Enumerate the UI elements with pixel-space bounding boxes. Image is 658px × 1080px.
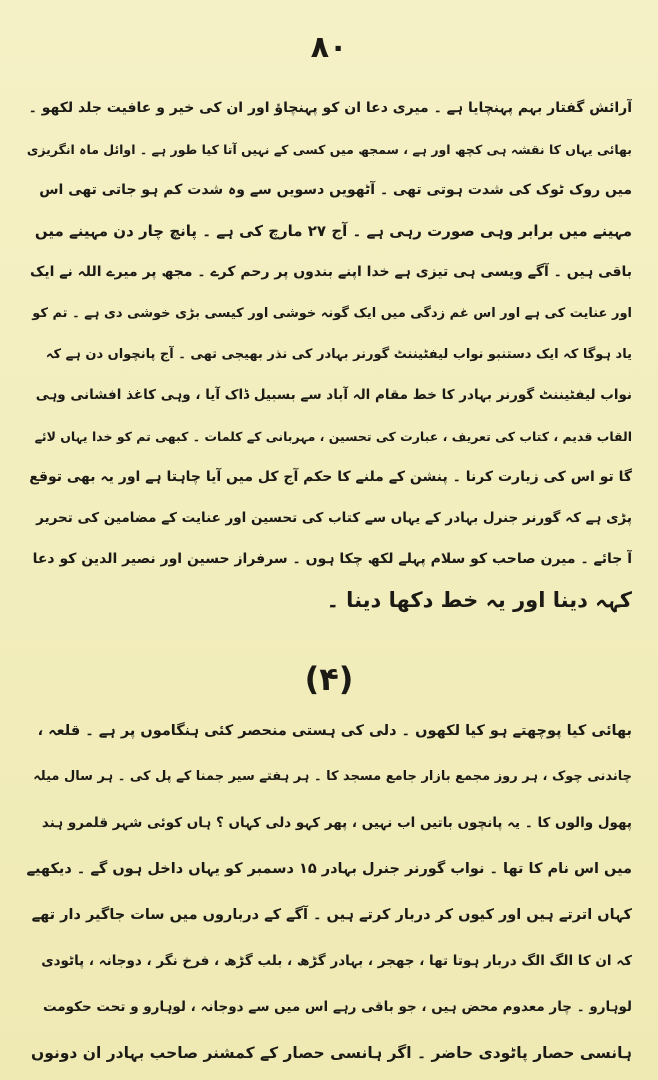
paragraph-1 (26, 88, 632, 621)
text-line: باقی ہیں ۔ آگے ویسی ہی تیزی ہے خدا اپنے بندوں پر رحم کرے ۔ مجھ پر میرے اللہ نے ایک (29, 264, 632, 280)
paragraph-2 (26, 708, 632, 1076)
text-line: میں روک ٹوک کی شدت ہوتی تھی ۔ آٹھویں دسویں سے وہ شدت کم ہو جاتی تھی اس (39, 182, 632, 198)
text-line: مہینے میں برابر وہی صورت رہی ہے ۔ آج ۲۷ مارچ کی ہے ۔ پانچ چار دن مہینے میں (34, 222, 632, 240)
text-line: ہانسی حصار پاٹودی حاضر ۔ اگر ہانسی حصار کے کمشنر صاحب بہادر ان دونوں (31, 1044, 632, 1062)
text-line: القاب قدیم ، کتاب کی تعریف ، عبارت کی تحسین ، مہربانی کے کلمات ۔ کبھی تم کو خدا یہاں لائے (34, 429, 632, 444)
text-line: یاد ہوگا کہ ایک دستنبو نواب لیفٹیننٹ گورنر بہادر کی نذر بھیجی تھی ۔ آج پانچواں دن ہے کہ (45, 347, 632, 362)
text-line: گا تو اس کی زیارت کرنا ۔ پنشن کے ملنے کا حکم آج کل میں آیا چاہتا ہے اور یہ بھی توقع (29, 469, 632, 485)
text-line: بھائی یہاں کا نقشہ ہی کچھ اور ہے ، سمجھ میں کسی کے نہیں آتا کیا طور ہے ۔ اوائل ماہ انگریزی (26, 142, 632, 157)
text-line: چاندنی چوک ، ہر روز مجمع بازار جامع مسجد کا ۔ ہر ہفتے سیر جمنا کے پل کی ۔ ہر سال میلہ (33, 769, 632, 784)
text-line: پھول والوں کا ۔ یہ پانچوں باتیں اب نہیں ، پھر کہو دلی کہاں ؟ ہاں کوئی شہر قلمرو ہند (41, 815, 632, 831)
text-line: آرائش گفتار بہم پہنچایا ہے ۔ میری دعا ان کو پہنچاؤ اور ان کی خیر و عافیت جلد لکھو ۔ (28, 100, 632, 116)
text-line: میں اس نام کا تھا ۔ نواب گورنر جنرل بہادر ۱۵ دسمبر کو یہاں داخل ہوں گے ۔ دیکھیے (26, 861, 632, 877)
text-line: لوہارو ۔ چار معدوم محض ہیں ، جو باقی رہے اس میں سے دوجانہ ، لوہارو و تحت حکومت (43, 999, 632, 1015)
text-line: پڑی ہے کہ گورنر جنرل بہادر کے یہاں سے کتاب کی تحسین اور عنایت کے مضامین کی تحریر (36, 510, 632, 526)
text-line: بھائی کیا پوچھتے ہو کیا لکھوں ۔ دلی کی ہستی منحصر کئی ہنگاموں پر ہے ۔ قلعہ ، (37, 723, 632, 739)
letter-number: (۴) (304, 660, 354, 698)
text-line: کہہ دینا اور یہ خط دکھا دینا ۔ (326, 588, 632, 612)
text-line: کہ ان کا الگ الگ دربار ہوتا تھا ، جھجر ، بہادر گڑھ ، بلب گڑھ ، فرخ نگر ، دوجانہ ، پاٹودی (41, 953, 632, 969)
text-line: نواب لیفٹیننٹ گورنر بہادر کا خط مقام الہ آباد سے بسبیل ڈاک آیا ، وہی کاغذ افشانی وہی (35, 387, 632, 403)
text-line: آ جائے ۔ میرن صاحب کو سلام پہلے لکھ چکا ہوں ۔ سرفراز حسین اور نصیر الدین کو دعا (32, 551, 632, 567)
text-line: کہاں اترتے ہیں اور کیوں کر دربار کرتے ہیں ۔ آگے کے درباروں میں سات جاگیر دار تھے (31, 907, 632, 923)
text-line: اور عنایت کی ہے اور اس غم زدگی میں ایک گونہ خوشی اور کیسی بڑی خوشی دی ہے ۔ تم کو (32, 306, 632, 321)
page-number: ۸۰ (310, 30, 348, 65)
